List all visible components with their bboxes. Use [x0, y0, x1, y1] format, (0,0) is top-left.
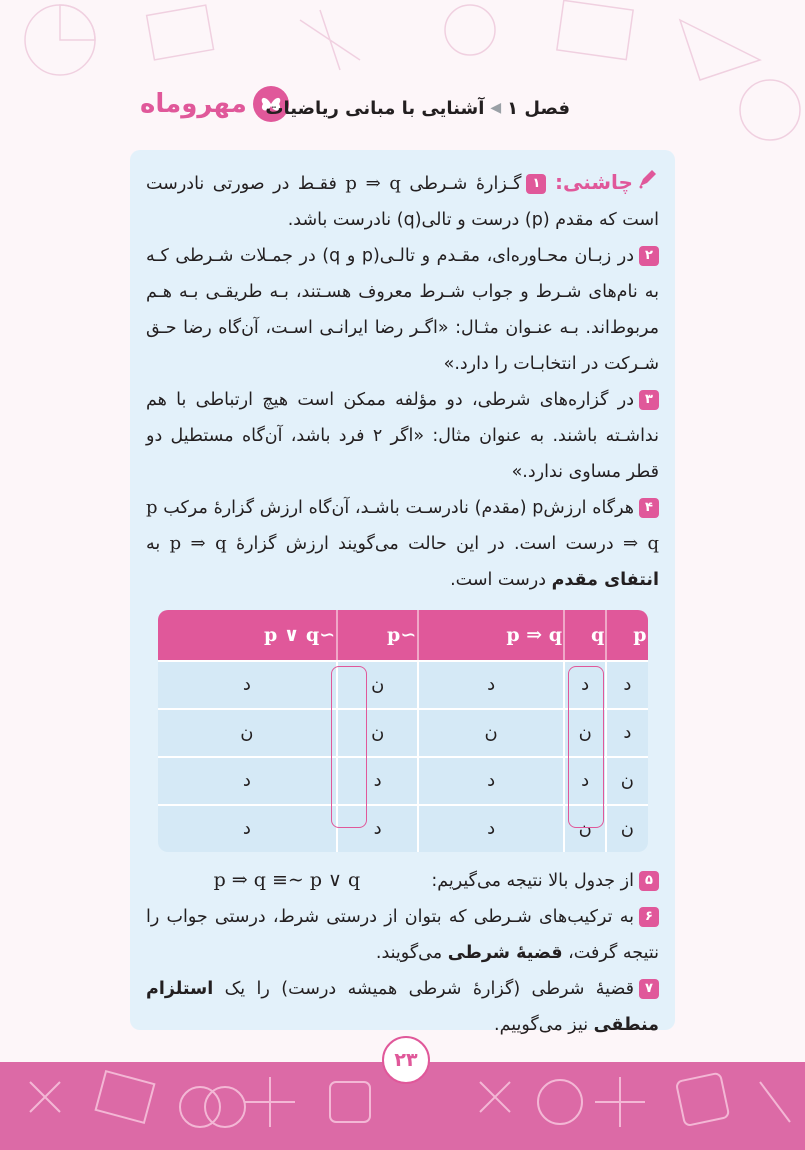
truth-table-wrap [146, 610, 659, 852]
table-cell: ن [336, 660, 417, 708]
bold-term: انتفای مقدم [551, 570, 659, 590]
item-text: فقـط در صورتی نادرست است که مقدم (p) درست و تالی(q) نادرست باشد. [146, 174, 659, 230]
page-number: ۲۳ [382, 1036, 430, 1084]
item-text: می‌گویند. [375, 943, 443, 963]
chapter-label: فصل ۱ [507, 97, 570, 119]
table-header: ∼p ∨ q [158, 610, 337, 660]
item-text: به [146, 534, 161, 554]
table-cell: ن [605, 804, 647, 852]
table-cell: د [605, 708, 647, 756]
item-text: در گزاره‌های شرطی، دو مؤلفه ممکن است هیچ ارتباطی با هم نداشـته باشند. به عنوان مثال: «اگر ۲ فرد باشد، آن‌گاه مستطیل دو قطر مساوی ندارد.» [146, 390, 659, 482]
math-expr: p ⇒ q [169, 533, 227, 554]
item-text: در زبـان محـاوره‌ای، مقـدم و تالـی(p و q) در جمـلات شـرطی کـه به نام‌های شـرط و جواب شـرط معروف هسـتند، بـه طریقـی بـه هـم مربوط‌اند. بـه عنـوان مثـال: «اگـر رضا ایرانـی اسـت، آن‌گاه رضا حـق شـرکت در انتخابـات را دارد.» [146, 246, 659, 374]
tip-item-6 [146, 899, 659, 971]
item-number: ۱ [526, 174, 546, 194]
tip-item-4 [146, 490, 659, 598]
item-text: گـزارۀ شـرطی [409, 174, 522, 194]
table-cell: د [563, 756, 605, 804]
brand-name: مهروماه [140, 89, 247, 119]
item-number: ۷ [639, 979, 659, 999]
tip-item-3 [146, 382, 659, 490]
tip-item-2 [146, 238, 659, 382]
table-header-row [158, 610, 648, 660]
math-expr: p ⇒ q [345, 173, 401, 194]
bold-term: استلزام منطقی [146, 979, 659, 1035]
table-header: ∼p [336, 610, 417, 660]
item-text: از جدول بالا نتیجه می‌گیریم: [431, 871, 634, 891]
item-number: ۳ [639, 390, 659, 410]
column-highlight-implication [331, 666, 367, 828]
triangle-icon: ◀ [490, 100, 502, 116]
table-cell: د [158, 804, 337, 852]
bold-term: قضیۀ شرطی [447, 943, 563, 963]
table-cell: د [417, 756, 563, 804]
item-number: ۶ [639, 907, 659, 927]
table-cell: ن [417, 708, 563, 756]
item-number: ۴ [639, 498, 659, 518]
item-text: قضیۀ شرطی (گزارۀ شرطی همیشه درست) را یک [224, 979, 634, 999]
item-text: درست است. در این حالت می‌گویند ارزش گزارۀ [235, 534, 614, 554]
table-cell: د [158, 660, 337, 708]
chapter-header [140, 88, 570, 128]
table-cell: ن [605, 756, 647, 804]
table-cell: د [417, 660, 563, 708]
table-cell: د [605, 660, 647, 708]
column-highlight-disjunction [568, 666, 604, 828]
table-cell: ن [563, 708, 605, 756]
table-cell: د [417, 804, 563, 852]
tip-item-1 [146, 164, 659, 238]
item-text: هرگاه ارزش‌p (مقدم) نادرسـت باشـد، آن‌گاه ارزش گزارۀ مرکب [163, 498, 634, 518]
item-number: ۲ [639, 246, 659, 266]
tip-title: چاشنی: [554, 170, 633, 194]
table-header: p ⇒ q [417, 610, 563, 660]
math-expr: p ⇒ q [146, 497, 659, 554]
pencil-icon [637, 166, 659, 202]
table-cell: ن [158, 708, 337, 756]
table-header: p [605, 610, 647, 660]
tip-card [130, 150, 675, 1035]
item-number: ۵ [639, 871, 659, 891]
table-header: q [563, 610, 605, 660]
table-cell: د [158, 756, 337, 804]
table-cell: د [336, 756, 417, 804]
tip-item-5 [146, 862, 659, 899]
table-cell: ن [336, 708, 417, 756]
table-cell: د [563, 660, 605, 708]
item-text: به ترکیب‌های شـرطی که بتوان از درستی شرط، درستی جواب را نتیجه گرفت، [146, 907, 659, 963]
tip-item-7 [146, 971, 659, 1043]
item-text: درست است. [450, 570, 547, 590]
equivalence-equation: p ⇒ q ≡∼ p ∨ q [213, 869, 361, 891]
table-cell: د [336, 804, 417, 852]
table-cell: ن [563, 804, 605, 852]
item-text: نیز می‌گوییم. [494, 1015, 589, 1035]
chapter-title: آشنایی با مبانی ریاضیات [265, 97, 485, 119]
